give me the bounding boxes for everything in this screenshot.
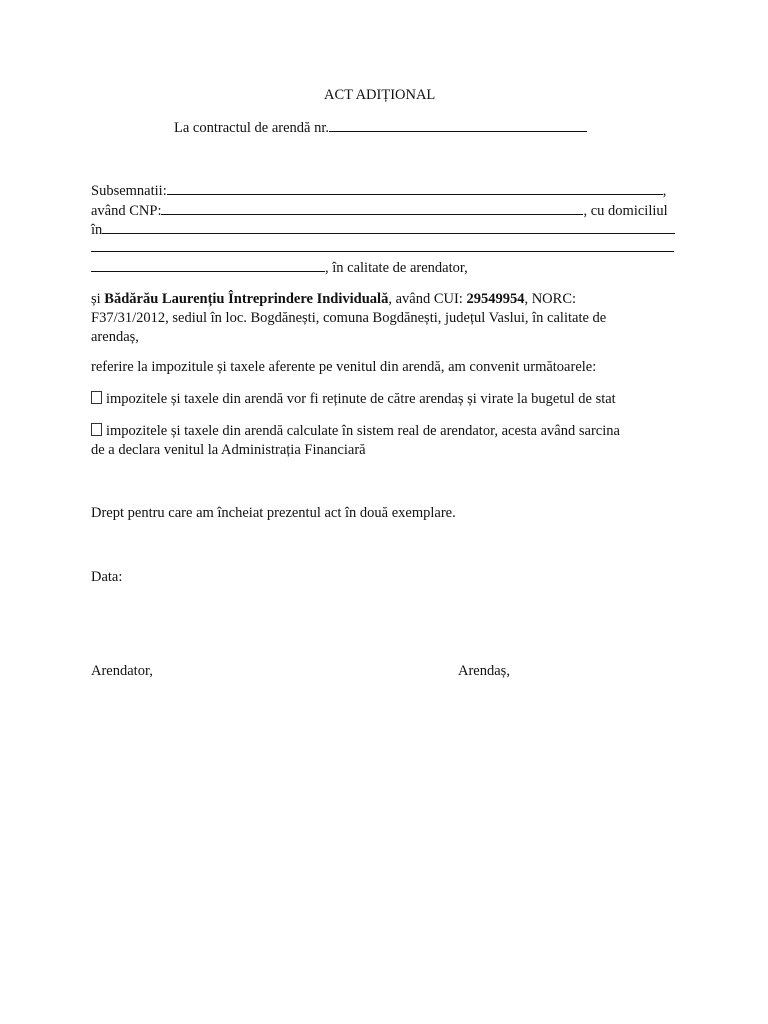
arendas-name: Bădărău Laurențiu Întreprindere Individuală <box>104 291 389 307</box>
option-2-text: impozitele și taxele din arendă calculate în sistem real de arendator, acesta având sarcina <box>106 423 620 439</box>
domiciliu-blank-2[interactable] <box>91 251 674 252</box>
contract-number-blank[interactable] <box>329 118 587 132</box>
option-2-checkbox[interactable] <box>91 423 102 436</box>
signature-arendas: Arendaș, <box>458 663 510 679</box>
signature-arendator: Arendator, <box>91 663 153 679</box>
domiciliu-blank[interactable] <box>102 220 675 234</box>
option-1-checkbox[interactable] <box>91 391 102 404</box>
contract-label: La contractul de arendă nr. <box>174 120 329 136</box>
arendator-role: , în calitate de arendator, <box>325 260 468 276</box>
arendas-line-3: arendaș, <box>91 329 139 345</box>
domiciliu-label: în <box>91 222 103 238</box>
arendas-cui: 29549954 <box>466 291 525 307</box>
subsemnatii-line <box>91 181 666 200</box>
arendas-line-2: F37/31/2012, sediul în loc. Bogdănești, comuna Bogdănești, județul Vaslui, în calitate de <box>91 310 607 326</box>
option-1 <box>91 390 616 408</box>
arendator-name-blank[interactable] <box>91 258 325 272</box>
cnp-label: având CNP: <box>91 203 162 219</box>
option-2-line-2: de a declara venitul la Administrația Financiară <box>91 442 366 458</box>
option-2 <box>91 422 620 440</box>
cnp-line <box>91 201 668 220</box>
data-label: Data: <box>91 569 123 585</box>
arendas-norc-label: , NORC: <box>524 291 577 307</box>
referire-paragraph: referire la impozitule și taxele aferente pe venitul din arendă, am convenit următoarele: <box>91 359 597 375</box>
subsemnatii-blank[interactable] <box>167 181 663 195</box>
arendas-cui-label: , având CUI: <box>388 291 467 307</box>
domiciliu-line <box>91 220 675 239</box>
subsemnatii-comma: , <box>662 183 667 199</box>
cnp-blank[interactable] <box>161 201 583 215</box>
contract-number-line <box>174 118 587 137</box>
cnp-end: , cu domiciliul <box>583 203 668 219</box>
option-1-text: impozitele și taxele din arendă vor fi reținute de către arendaș și virate la bugetul de stat <box>106 391 616 407</box>
drept-paragraph: Drept pentru care am încheiat prezentul act în două exemplare. <box>91 505 456 521</box>
arendas-line-1 <box>91 290 576 308</box>
subsemnatii-label: Subsemnatii: <box>91 183 167 199</box>
arendator-line <box>91 258 468 277</box>
document-title: ACT ADIȚIONAL <box>324 87 436 103</box>
arendas-prefix: și <box>91 291 105 307</box>
